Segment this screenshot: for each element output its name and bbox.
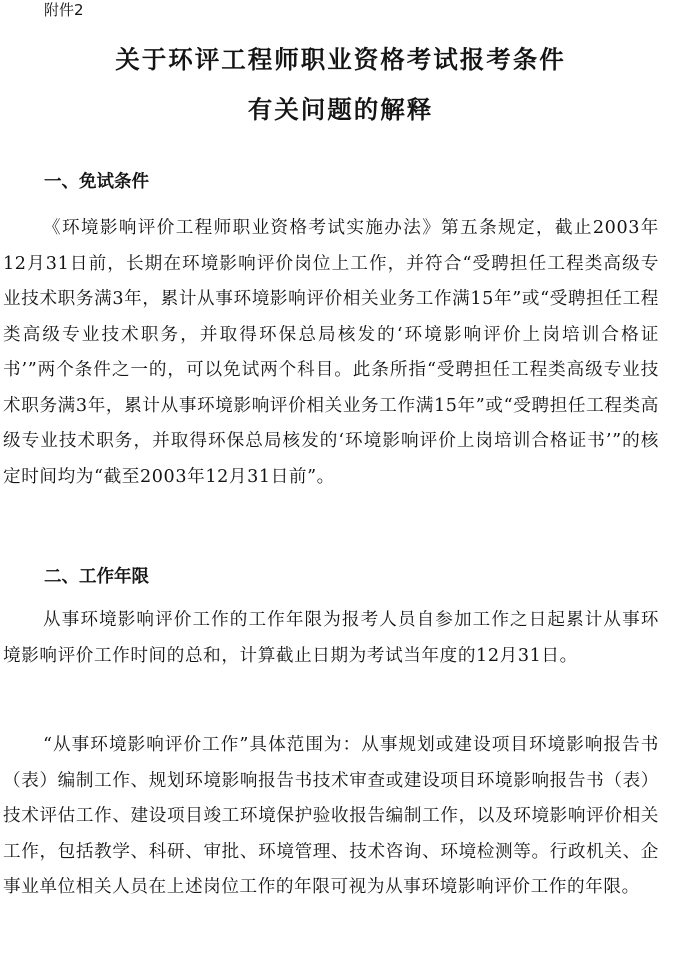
paragraph-eia-work-scope: “从事环境影响评价工作”具体范围为：从事规划或建设项目环境影响报告书（表）编制工作、规划环境影响报告书技术审查或建设项目环境影响报告书（表）技术评估工作、建设项目竣工环境保护验收报告编制工作，以及环境影响评价相关工作，包括教学、科研、审批、环境管理、技术咨询、环境检测等。行政机关、企事业单位相关人员在上述岗位工作的年限可视为从事环境影响评价工作的年限。 xyxy=(3,735,659,897)
attachment-label: 附件2 xyxy=(44,1,84,19)
section-heading-exemption: 一、免试条件 xyxy=(44,172,149,192)
section-heading-work-years: 二、工作年限 xyxy=(44,567,149,587)
document-title-line-1: 关于环评工程师职业资格考试报考条件 xyxy=(115,45,566,74)
document-title-line-2: 有关问题的解释 xyxy=(247,95,434,124)
paragraph-work-years-definition: 从事环境影响评价工作的工作年限为报考人员自参加工作之日起累计从事环境影响评价工作时间的总和，计算截止日期为考试当年度的12月31日。 xyxy=(3,610,659,666)
paragraph-exemption-conditions: 《环境影响评价工程师职业资格考试实施办法》第五条规定，截止2003年12月31日前，长期在环境影响评价岗位上工作，并符合“受聘担任工程类高级专业技术职务满3年，累计从事环境影响评价相关业务工作满15年”或“受聘担任工程类高级专业技术职务，并取得环保总局核发的‘环境影响评价上岗培训合格证书’”两个条件之一的，可以免试两个科目。此条所指“受聘担任工程类高级专业技术职务满3年，累计从事环境影响评价相关业务工作满15年”或“受聘担任工程类高级专业技术职务，并取得环保总局核发的‘环境影响评价上岗培训合格证书’”的核定时间均为“截至2003年12月31日前”。 xyxy=(3,218,659,487)
